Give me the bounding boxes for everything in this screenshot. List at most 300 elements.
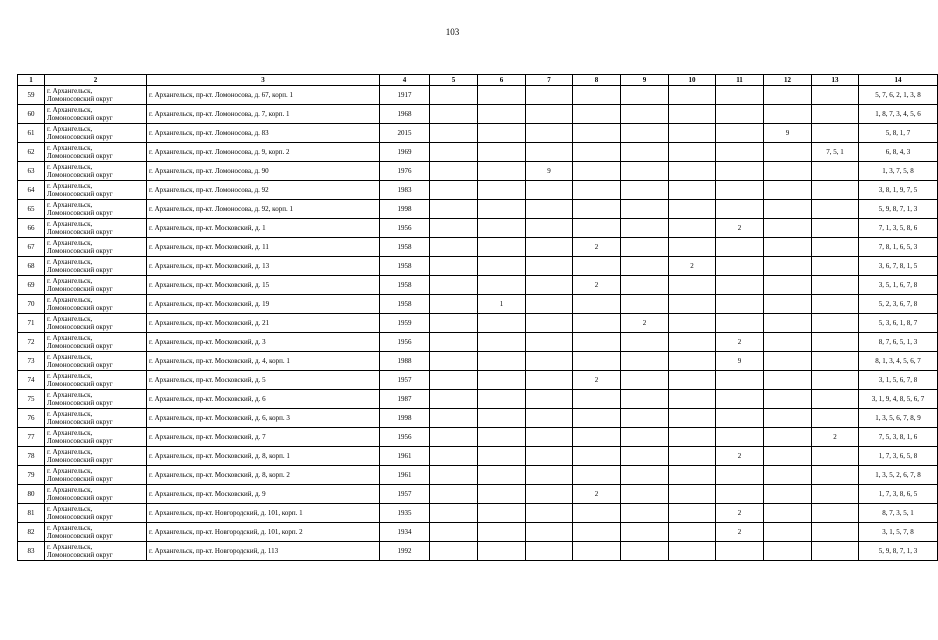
table-row <box>18 542 938 561</box>
address-cell: г. Архангельск, пр-кт. Московский, д. 19 <box>147 295 380 314</box>
year-cell: 1987 <box>380 390 430 409</box>
district-cell <box>45 390 147 409</box>
value-cell-col-13 <box>812 162 859 181</box>
value-cell-col-8 <box>573 219 621 238</box>
value-cell-col-11 <box>716 143 764 162</box>
district-cell <box>45 124 147 143</box>
value-cell-col-8 <box>573 105 621 124</box>
value-cell-col-10 <box>669 124 716 143</box>
table-row <box>18 276 938 295</box>
value-cell-col-11: 2 <box>716 523 764 542</box>
table-row <box>18 409 938 428</box>
sequence-cell: 6, 8, 4, 3 <box>859 143 938 162</box>
column-header-8: 8 <box>573 75 621 86</box>
value-cell-col-8 <box>573 428 621 447</box>
value-cell-col-13: 2 <box>812 428 859 447</box>
district-cell <box>45 447 147 466</box>
value-cell-col-5 <box>430 485 478 504</box>
district-cell <box>45 238 147 257</box>
value-cell-col-8 <box>573 409 621 428</box>
value-cell-col-12 <box>764 86 812 105</box>
column-header-6: 6 <box>478 75 526 86</box>
value-cell-col-8 <box>573 143 621 162</box>
year-cell: 1958 <box>380 295 430 314</box>
year-cell: 1956 <box>380 333 430 352</box>
value-cell-col-10 <box>669 333 716 352</box>
sequence-cell: 5, 3, 6, 1, 8, 7 <box>859 314 938 333</box>
value-cell-col-6 <box>478 333 526 352</box>
table-row <box>18 124 938 143</box>
year-cell: 1958 <box>380 257 430 276</box>
value-cell-col-11 <box>716 200 764 219</box>
value-cell-col-12 <box>764 276 812 295</box>
row-number: 78 <box>18 447 45 466</box>
value-cell-col-8 <box>573 466 621 485</box>
value-cell-col-8 <box>573 447 621 466</box>
district-line: Ломоносовский округ <box>47 475 113 483</box>
value-cell-col-5 <box>430 257 478 276</box>
value-cell-col-9: 2 <box>621 314 669 333</box>
column-header-7: 7 <box>526 75 573 86</box>
value-cell-col-6 <box>478 124 526 143</box>
address-cell: г. Архангельск, пр-кт. Ломоносова, д. 92, корп. 1 <box>147 200 380 219</box>
value-cell-col-9 <box>621 390 669 409</box>
district-line: Ломоносовский округ <box>47 247 113 255</box>
value-cell-col-11 <box>716 162 764 181</box>
value-cell-col-6 <box>478 105 526 124</box>
row-number: 79 <box>18 466 45 485</box>
value-cell-col-12 <box>764 542 812 561</box>
district-line: Ломоносовский округ <box>47 285 113 293</box>
value-cell-col-8: 2 <box>573 238 621 257</box>
value-cell-col-10 <box>669 238 716 257</box>
value-cell-col-9 <box>621 200 669 219</box>
column-header-12: 12 <box>764 75 812 86</box>
address-cell: г. Архангельск, пр-кт. Московский, д. 7 <box>147 428 380 447</box>
column-header-14: 14 <box>859 75 938 86</box>
district-line: г. Архангельск, <box>47 87 93 95</box>
district-cell <box>45 428 147 447</box>
district-line: Ломоносовский округ <box>47 133 113 141</box>
value-cell-col-5 <box>430 447 478 466</box>
value-cell-col-9 <box>621 466 669 485</box>
row-number: 82 <box>18 523 45 542</box>
district-line: Ломоносовский округ <box>47 114 113 122</box>
year-cell: 1935 <box>380 504 430 523</box>
value-cell-col-9 <box>621 124 669 143</box>
value-cell-col-10 <box>669 105 716 124</box>
row-number: 59 <box>18 86 45 105</box>
table-row <box>18 105 938 124</box>
value-cell-col-9 <box>621 333 669 352</box>
value-cell-col-8 <box>573 523 621 542</box>
address-cell: г. Архангельск, пр-кт. Ломоносова, д. 83 <box>147 124 380 143</box>
year-cell: 1957 <box>380 485 430 504</box>
address-cell: г. Архангельск, пр-кт. Ломоносова, д. 9, корп. 2 <box>147 143 380 162</box>
value-cell-col-11: 2 <box>716 219 764 238</box>
value-cell-col-6 <box>478 219 526 238</box>
year-cell: 1956 <box>380 428 430 447</box>
district-line: Ломоносовский округ <box>47 228 113 236</box>
row-number: 72 <box>18 333 45 352</box>
row-number: 68 <box>18 257 45 276</box>
year-cell: 1998 <box>380 200 430 219</box>
table-row <box>18 485 938 504</box>
value-cell-col-12 <box>764 238 812 257</box>
value-cell-col-10 <box>669 485 716 504</box>
value-cell-col-8: 2 <box>573 371 621 390</box>
district-line: г. Архангельск, <box>47 144 93 152</box>
table-row <box>18 333 938 352</box>
value-cell-col-7 <box>526 200 573 219</box>
row-number: 65 <box>18 200 45 219</box>
value-cell-col-11 <box>716 295 764 314</box>
row-number: 69 <box>18 276 45 295</box>
sequence-cell: 1, 3, 5, 6, 7, 8, 9 <box>859 409 938 428</box>
column-header-1: 1 <box>18 75 45 86</box>
district-line: г. Архангельск, <box>47 524 93 532</box>
value-cell-col-11 <box>716 542 764 561</box>
address-cell: г. Архангельск, пр-кт. Московский, д. 11 <box>147 238 380 257</box>
value-cell-col-5 <box>430 352 478 371</box>
value-cell-col-13 <box>812 352 859 371</box>
value-cell-col-12 <box>764 162 812 181</box>
row-number: 66 <box>18 219 45 238</box>
value-cell-col-6 <box>478 143 526 162</box>
value-cell-col-13 <box>812 314 859 333</box>
value-cell-col-7 <box>526 352 573 371</box>
value-cell-col-12 <box>764 428 812 447</box>
value-cell-col-5 <box>430 542 478 561</box>
value-cell-col-7 <box>526 314 573 333</box>
value-cell-col-13: 7, 5, 1 <box>812 143 859 162</box>
district-line: г. Архангельск, <box>47 505 93 513</box>
district-cell <box>45 181 147 200</box>
value-cell-col-11: 2 <box>716 447 764 466</box>
value-cell-col-10 <box>669 371 716 390</box>
value-cell-col-12 <box>764 200 812 219</box>
value-cell-col-7 <box>526 390 573 409</box>
value-cell-col-9 <box>621 181 669 200</box>
district-line: Ломоносовский округ <box>47 532 113 540</box>
sequence-cell: 3, 5, 1, 6, 7, 8 <box>859 276 938 295</box>
district-line: Ломоносовский округ <box>47 456 113 464</box>
district-line: г. Архангельск, <box>47 372 93 380</box>
value-cell-col-13 <box>812 485 859 504</box>
value-cell-col-12 <box>764 504 812 523</box>
value-cell-col-6: 1 <box>478 295 526 314</box>
value-cell-col-7 <box>526 523 573 542</box>
value-cell-col-8 <box>573 124 621 143</box>
value-cell-col-13 <box>812 86 859 105</box>
value-cell-col-5 <box>430 504 478 523</box>
address-cell: г. Архангельск, пр-кт. Московский, д. 4, корп. 1 <box>147 352 380 371</box>
value-cell-col-5 <box>430 124 478 143</box>
district-line: Ломоносовский округ <box>47 494 113 502</box>
value-cell-col-13 <box>812 105 859 124</box>
value-cell-col-13 <box>812 200 859 219</box>
district-cell <box>45 409 147 428</box>
district-line: Ломоносовский округ <box>47 171 113 179</box>
table-row <box>18 181 938 200</box>
table-row <box>18 314 938 333</box>
district-cell <box>45 314 147 333</box>
year-cell: 1958 <box>380 238 430 257</box>
value-cell-col-7 <box>526 295 573 314</box>
sequence-cell: 3, 1, 9, 4, 8, 5, 6, 7 <box>859 390 938 409</box>
district-cell <box>45 200 147 219</box>
value-cell-col-13 <box>812 466 859 485</box>
district-line: г. Архангельск, <box>47 182 93 190</box>
value-cell-col-10 <box>669 504 716 523</box>
value-cell-col-10 <box>669 143 716 162</box>
value-cell-col-8 <box>573 333 621 352</box>
value-cell-col-5 <box>430 181 478 200</box>
sequence-cell: 5, 9, 8, 7, 1, 3 <box>859 542 938 561</box>
address-cell: г. Архангельск, пр-кт. Новгородский, д. 101, корп. 1 <box>147 504 380 523</box>
value-cell-col-10 <box>669 523 716 542</box>
value-cell-col-11 <box>716 124 764 143</box>
value-cell-col-11 <box>716 257 764 276</box>
value-cell-col-6 <box>478 238 526 257</box>
value-cell-col-9 <box>621 409 669 428</box>
value-cell-col-10 <box>669 409 716 428</box>
value-cell-col-5 <box>430 409 478 428</box>
district-cell <box>45 485 147 504</box>
sequence-cell: 1, 7, 3, 6, 5, 8 <box>859 447 938 466</box>
year-cell: 1976 <box>380 162 430 181</box>
district-line: г. Архангельск, <box>47 239 93 247</box>
value-cell-col-12 <box>764 390 812 409</box>
value-cell-col-9 <box>621 523 669 542</box>
value-cell-col-5 <box>430 86 478 105</box>
year-cell: 1934 <box>380 523 430 542</box>
value-cell-col-11 <box>716 238 764 257</box>
table-row <box>18 390 938 409</box>
value-cell-col-6 <box>478 181 526 200</box>
address-cell: г. Архангельск, пр-кт. Московский, д. 9 <box>147 485 380 504</box>
year-cell: 1968 <box>380 105 430 124</box>
value-cell-col-10 <box>669 542 716 561</box>
district-line: г. Архангельск, <box>47 467 93 475</box>
district-line: Ломоносовский округ <box>47 399 113 407</box>
header-row <box>18 75 938 86</box>
value-cell-col-10 <box>669 219 716 238</box>
sequence-cell: 1, 7, 3, 8, 6, 5 <box>859 485 938 504</box>
value-cell-col-6 <box>478 390 526 409</box>
value-cell-col-9 <box>621 162 669 181</box>
value-cell-col-8 <box>573 200 621 219</box>
value-cell-col-7 <box>526 257 573 276</box>
value-cell-col-12 <box>764 523 812 542</box>
district-line: Ломоносовский округ <box>47 152 113 160</box>
address-cell: г. Архангельск, пр-кт. Московский, д. 6, корп. 3 <box>147 409 380 428</box>
sequence-cell: 5, 9, 8, 7, 1, 3 <box>859 200 938 219</box>
value-cell-col-6 <box>478 428 526 447</box>
value-cell-col-9 <box>621 276 669 295</box>
value-cell-col-13 <box>812 409 859 428</box>
column-header-10: 10 <box>669 75 716 86</box>
table-row <box>18 371 938 390</box>
value-cell-col-11 <box>716 86 764 105</box>
value-cell-col-7 <box>526 428 573 447</box>
district-line: г. Архангельск, <box>47 277 93 285</box>
value-cell-col-13 <box>812 523 859 542</box>
value-cell-col-9 <box>621 257 669 276</box>
value-cell-col-6 <box>478 86 526 105</box>
value-cell-col-5 <box>430 466 478 485</box>
value-cell-col-11 <box>716 105 764 124</box>
table-row <box>18 352 938 371</box>
sequence-cell: 5, 7, 6, 2, 1, 3, 8 <box>859 86 938 105</box>
district-line: Ломоносовский округ <box>47 190 113 198</box>
value-cell-col-6 <box>478 276 526 295</box>
value-cell-col-13 <box>812 238 859 257</box>
table-row <box>18 466 938 485</box>
district-line: г. Архангельск, <box>47 220 93 228</box>
table-header <box>18 75 938 86</box>
value-cell-col-7 <box>526 504 573 523</box>
row-number: 80 <box>18 485 45 504</box>
value-cell-col-9 <box>621 447 669 466</box>
table-body <box>18 86 938 561</box>
row-number: 61 <box>18 124 45 143</box>
column-header-11: 11 <box>716 75 764 86</box>
register-table <box>17 74 938 561</box>
value-cell-col-5 <box>430 105 478 124</box>
row-number: 67 <box>18 238 45 257</box>
value-cell-col-6 <box>478 257 526 276</box>
value-cell-col-5 <box>430 200 478 219</box>
district-line: г. Архангельск, <box>47 296 93 304</box>
district-line: г. Архангельск, <box>47 486 93 494</box>
value-cell-col-5 <box>430 162 478 181</box>
district-line: Ломоносовский округ <box>47 209 113 217</box>
table-row <box>18 143 938 162</box>
value-cell-col-13 <box>812 504 859 523</box>
value-cell-col-13 <box>812 276 859 295</box>
district-cell <box>45 371 147 390</box>
value-cell-col-7 <box>526 542 573 561</box>
district-line: г. Архангельск, <box>47 163 93 171</box>
value-cell-col-11 <box>716 371 764 390</box>
value-cell-col-11 <box>716 314 764 333</box>
column-header-2: 2 <box>45 75 147 86</box>
value-cell-col-5 <box>430 314 478 333</box>
address-cell: г. Архангельск, пр-кт. Ломоносова, д. 67, корп. 1 <box>147 86 380 105</box>
value-cell-col-5 <box>430 333 478 352</box>
row-number: 74 <box>18 371 45 390</box>
value-cell-col-9 <box>621 238 669 257</box>
district-line: г. Архангельск, <box>47 543 93 551</box>
row-number: 71 <box>18 314 45 333</box>
district-cell <box>45 504 147 523</box>
table-row <box>18 86 938 105</box>
column-header-5: 5 <box>430 75 478 86</box>
value-cell-col-7 <box>526 276 573 295</box>
sequence-cell: 3, 6, 7, 8, 1, 5 <box>859 257 938 276</box>
value-cell-col-12 <box>764 409 812 428</box>
district-line: г. Архангельск, <box>47 201 93 209</box>
row-number: 64 <box>18 181 45 200</box>
district-line: г. Архангельск, <box>47 410 93 418</box>
row-number: 73 <box>18 352 45 371</box>
table-row <box>18 523 938 542</box>
value-cell-col-5 <box>430 295 478 314</box>
year-cell: 1956 <box>380 219 430 238</box>
sequence-cell: 1, 8, 7, 3, 4, 5, 6 <box>859 105 938 124</box>
table-row <box>18 295 938 314</box>
district-line: Ломоносовский округ <box>47 342 113 350</box>
value-cell-col-7 <box>526 143 573 162</box>
year-cell: 1958 <box>380 276 430 295</box>
value-cell-col-13 <box>812 295 859 314</box>
address-cell: г. Архангельск, пр-кт. Ломоносова, д. 90 <box>147 162 380 181</box>
district-cell <box>45 466 147 485</box>
row-number: 62 <box>18 143 45 162</box>
sequence-cell: 8, 7, 6, 5, 1, 3 <box>859 333 938 352</box>
value-cell-col-6 <box>478 200 526 219</box>
sequence-cell: 1, 3, 5, 2, 6, 7, 8 <box>859 466 938 485</box>
table-row <box>18 238 938 257</box>
value-cell-col-12: 9 <box>764 124 812 143</box>
value-cell-col-9 <box>621 504 669 523</box>
value-cell-col-7 <box>526 219 573 238</box>
row-number: 77 <box>18 428 45 447</box>
table-row <box>18 428 938 447</box>
value-cell-col-5 <box>430 390 478 409</box>
sequence-cell: 7, 8, 1, 6, 5, 3 <box>859 238 938 257</box>
value-cell-col-13 <box>812 542 859 561</box>
address-cell: г. Архангельск, пр-кт. Московский, д. 13 <box>147 257 380 276</box>
value-cell-col-13 <box>812 181 859 200</box>
district-cell <box>45 352 147 371</box>
district-line: г. Архангельск, <box>47 258 93 266</box>
sequence-cell: 5, 8, 1, 7 <box>859 124 938 143</box>
value-cell-col-11 <box>716 181 764 200</box>
district-line: Ломоносовский округ <box>47 551 113 559</box>
value-cell-col-10 <box>669 181 716 200</box>
value-cell-col-8 <box>573 181 621 200</box>
value-cell-col-5 <box>430 238 478 257</box>
year-cell: 1957 <box>380 371 430 390</box>
value-cell-col-8 <box>573 257 621 276</box>
value-cell-col-9 <box>621 105 669 124</box>
table-row <box>18 200 938 219</box>
district-line: г. Архангельск, <box>47 315 93 323</box>
address-cell: г. Архангельск, пр-кт. Ломоносова, д. 7, корп. 1 <box>147 105 380 124</box>
value-cell-col-5 <box>430 428 478 447</box>
district-cell <box>45 219 147 238</box>
value-cell-col-8 <box>573 352 621 371</box>
district-line: Ломоносовский округ <box>47 361 113 369</box>
value-cell-col-8: 2 <box>573 276 621 295</box>
district-line: г. Архангельск, <box>47 125 93 133</box>
value-cell-col-6 <box>478 523 526 542</box>
value-cell-col-12 <box>764 466 812 485</box>
value-cell-col-10 <box>669 200 716 219</box>
value-cell-col-10 <box>669 295 716 314</box>
value-cell-col-11 <box>716 428 764 447</box>
district-line: Ломоносовский округ <box>47 437 113 445</box>
value-cell-col-9 <box>621 352 669 371</box>
year-cell: 1998 <box>380 409 430 428</box>
sequence-cell: 1, 3, 7, 5, 8 <box>859 162 938 181</box>
value-cell-col-12 <box>764 485 812 504</box>
district-line: Ломоносовский округ <box>47 513 113 521</box>
district-cell <box>45 542 147 561</box>
value-cell-col-7 <box>526 238 573 257</box>
